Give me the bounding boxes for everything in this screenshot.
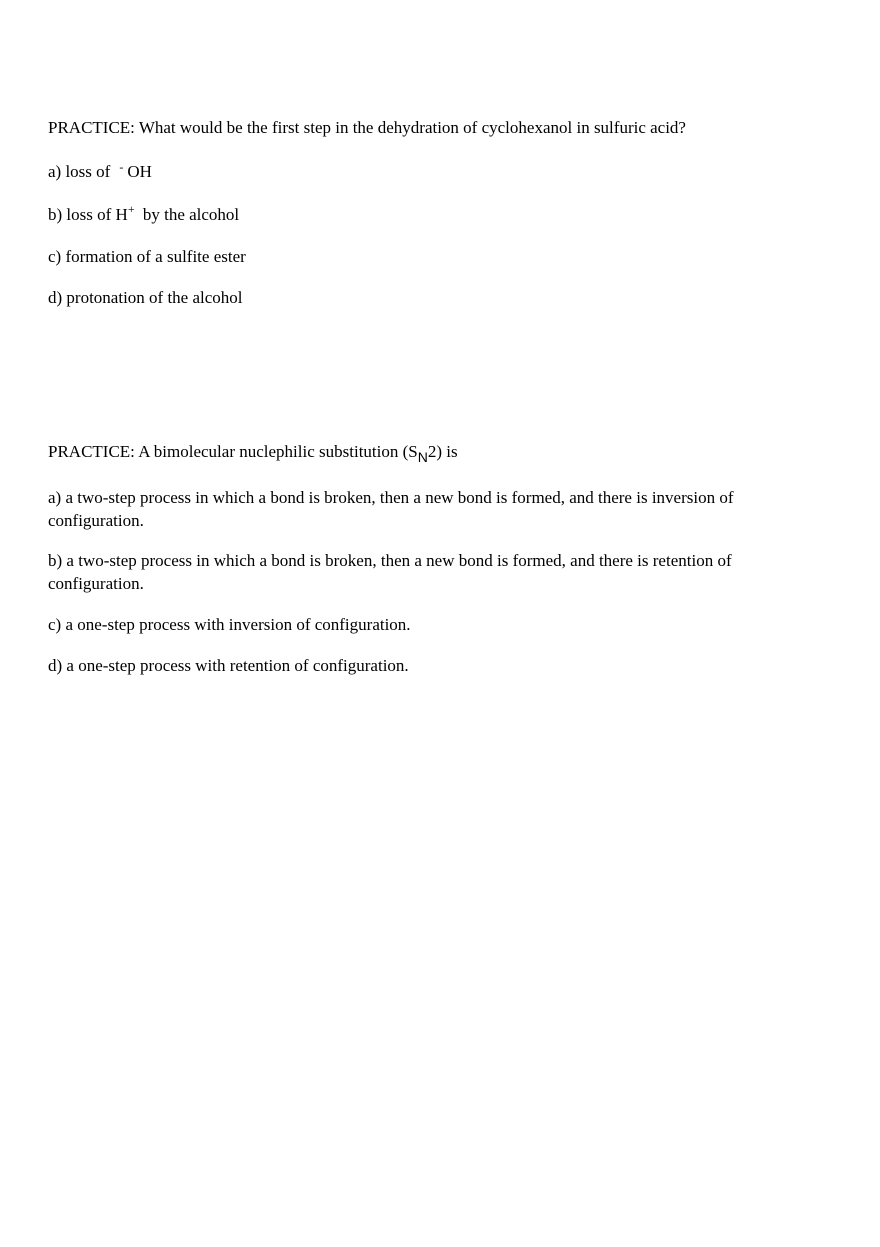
question-1-option-c: c) formation of a sulfite ester — [48, 247, 246, 266]
question-2-option-a: a) a two-step process in which a bond is broken, then a new bond is formed, and there is inversion of configuration. — [48, 488, 734, 530]
question-2-prompt — [48, 441, 458, 463]
option-a-rest: OH — [127, 162, 152, 181]
option-a-prefix: a) loss of — [48, 162, 111, 181]
question-1-option-d: d) protonation of the alcohol — [48, 288, 243, 307]
question-1-option-b — [48, 204, 239, 227]
question-1-prompt: PRACTICE: What would be the first step in the dehydration of cyclohexanol in sulfuric acid? — [48, 118, 686, 137]
question-1-option-a — [48, 161, 152, 184]
prompt-prefix: PRACTICE: A bimolecular nuclephilic substitution (S — [48, 442, 418, 461]
option-b-prefix: b) loss of H — [48, 205, 128, 224]
question-2-option-b: b) a two-step process in which a bond is broken, then a new bond is formed, and there is retention of configuration. — [48, 551, 732, 593]
plus-superscript: + — [127, 202, 135, 216]
prompt-rest: 2) is — [427, 442, 458, 461]
minus-superscript: - — [119, 160, 124, 174]
n-subscript: N — [417, 449, 428, 465]
question-2-option-d: d) a one-step process with retention of configuration. — [48, 656, 409, 675]
option-b-rest: by the alcohol — [138, 205, 240, 224]
question-2-option-c: c) a one-step process with inversion of configuration. — [48, 615, 411, 634]
